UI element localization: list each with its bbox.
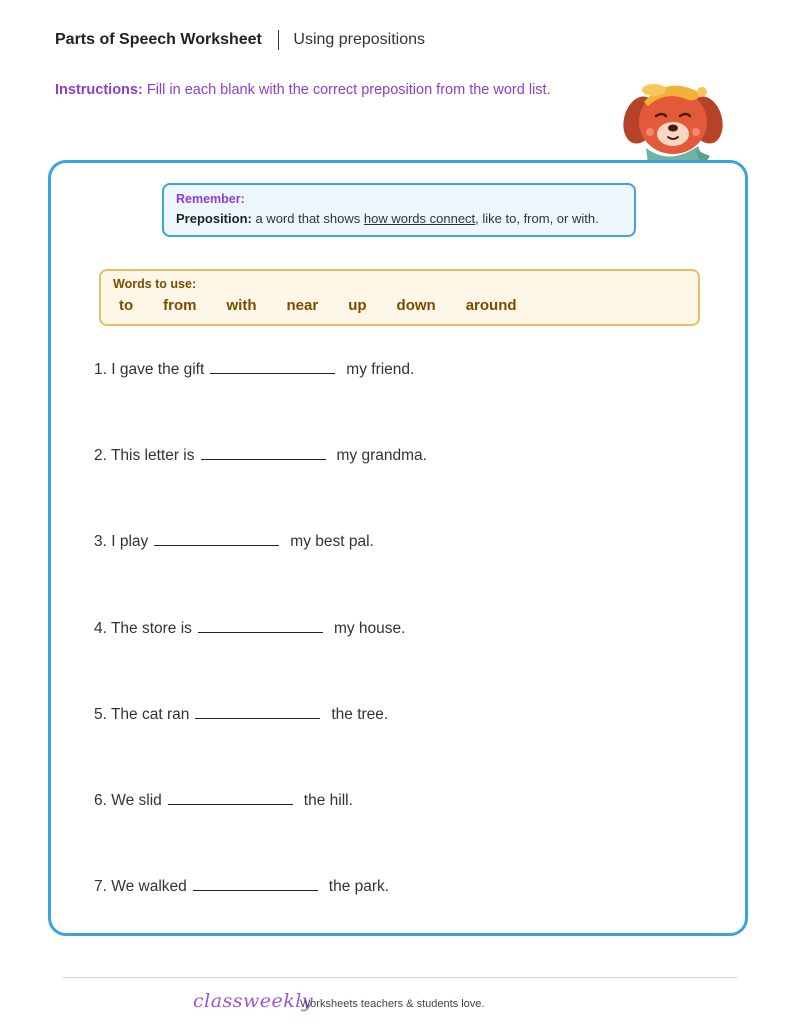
question-2 bbox=[94, 445, 427, 465]
word-bank-label: Words to use: bbox=[113, 277, 197, 291]
header-divider bbox=[278, 30, 280, 50]
answer-blank[interactable] bbox=[198, 618, 323, 633]
footer-divider bbox=[63, 977, 737, 978]
preposition-definition bbox=[176, 211, 634, 226]
question-text-before: 4. The store is bbox=[94, 620, 192, 637]
worksheet-title: Parts of Speech Worksheet bbox=[55, 31, 262, 48]
remember-label: Remember: bbox=[176, 192, 245, 206]
question-text-before: 3. I play bbox=[94, 533, 149, 550]
word-bank-word: to bbox=[119, 297, 134, 314]
question-text-after: my house. bbox=[333, 620, 406, 637]
answer-blank[interactable] bbox=[195, 704, 320, 719]
question-text-after: the park. bbox=[328, 878, 390, 895]
question-1 bbox=[94, 359, 414, 379]
question-text-before: 5. The cat ran bbox=[94, 706, 190, 723]
instructions-label: Instructions: bbox=[55, 82, 143, 98]
question-6 bbox=[94, 790, 353, 810]
question-7 bbox=[94, 876, 389, 896]
word-bank-word: with bbox=[226, 297, 257, 314]
question-text-before: 6. We slid bbox=[94, 792, 162, 809]
word-bank-word: up bbox=[348, 297, 367, 314]
word-bank-word: near bbox=[286, 297, 319, 314]
remember-box bbox=[162, 183, 636, 237]
answer-blank[interactable] bbox=[193, 876, 318, 891]
answer-blank[interactable] bbox=[168, 790, 293, 805]
question-5 bbox=[94, 704, 388, 724]
instructions bbox=[55, 82, 551, 98]
brand-logo: classweekly bbox=[193, 990, 314, 1012]
question-4 bbox=[94, 618, 405, 638]
word-bank-word: from bbox=[163, 297, 197, 314]
answer-blank[interactable] bbox=[201, 445, 326, 460]
question-text-after: my best pal. bbox=[290, 533, 374, 550]
definition-text-start: a word that shows bbox=[255, 211, 361, 226]
question-text-after: my friend. bbox=[346, 361, 415, 378]
question-text-before: 1. I gave the gift bbox=[94, 361, 205, 378]
definition-text-end: , like to, from, or with. bbox=[475, 211, 599, 226]
word-bank bbox=[99, 269, 700, 326]
word-bank-word: down bbox=[396, 297, 436, 314]
word-bank-word: around bbox=[465, 297, 517, 314]
worksheet-subtitle: Using prepositions bbox=[293, 31, 426, 48]
question-text-after: the hill. bbox=[303, 792, 353, 809]
question-text-after: the tree. bbox=[331, 706, 389, 723]
footer-tagline: Worksheets teachers & students love. bbox=[300, 998, 485, 1010]
worksheet-header bbox=[55, 30, 425, 50]
definition-underlined-text: how words connect bbox=[363, 211, 476, 226]
instructions-text: Fill in each blank with the correct preposition from the word list. bbox=[146, 82, 551, 98]
answer-blank[interactable] bbox=[210, 359, 335, 374]
question-text-before: 7. We walked bbox=[94, 878, 187, 895]
question-3 bbox=[94, 531, 374, 551]
question-text-after: my grandma. bbox=[336, 447, 427, 464]
question-text-before: 2. This letter is bbox=[94, 447, 195, 464]
answer-blank[interactable] bbox=[154, 531, 279, 546]
word-bank-list bbox=[113, 297, 698, 314]
definition-term: Preposition: bbox=[176, 211, 252, 226]
